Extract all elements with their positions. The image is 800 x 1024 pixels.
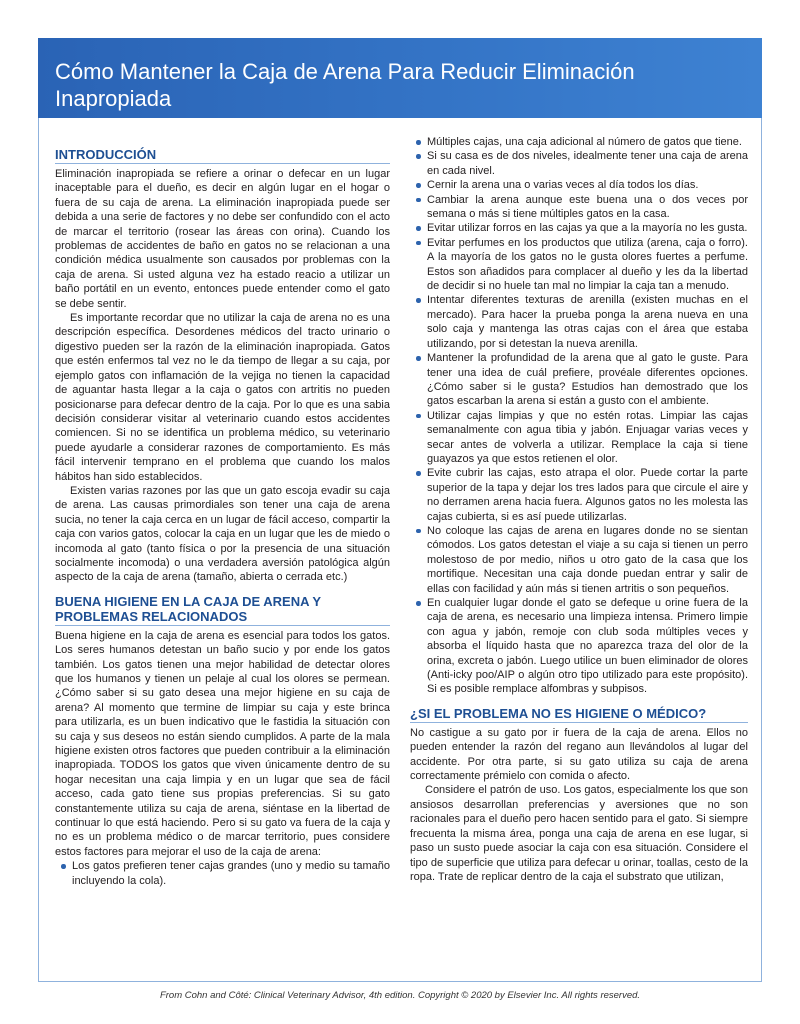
paragraph: Considere el patrón de uso. Los gatos, especialmente los que son ansiosos desarrollan preferencias y aversiones que no son racionales para el dueño pero hacen sentido para el gato. Si siempre frecuenta la misma área, ponga una caja de arena en ese lugar, si paso un susto puede asociar la caja con esa situación. Considere el tipo de superficie que utiliza para defecar u orinar, toallas, cesto de la ropa. Trate de replicar dentro de la caja el substrato que utilizan, (410, 784, 748, 883)
tip-item (410, 178, 748, 192)
tip-text: Intentar diferentes texturas de arenilla (existen muchas en el mercado). Para hacer la prueba ponga la arena nueva en una solo caja y mantenga las otras cajas con el área que estaba utilizando, por si detestan la nueva arenilla. (427, 294, 748, 350)
tip-item (410, 524, 748, 596)
page-title: Cómo Mantener la Caja de Arena Para Reducir Eliminación Inapropiada (55, 59, 635, 111)
paragraph: Eliminación inapropiada se refiere a orinar o defecar en un lugar inaceptable para el dueño, es decir en algún lugar en el hogar o fuera de su caja de arena. La eliminación inapropiada puede ser debida a una serie de factores y no debe ser confundido con el acto de marcar el territorio (rosear las áreas con orina). Cuando los problemas de accidentes de baño en gatos no se relacionan a una condición médica usualmente son causados por problemas con la caja de arena. Si usted alguna vez ha estado reacio a utilizar un baño portátil en un evento, entonces puede entender como el gato se debe sentir. (55, 168, 390, 310)
tip-text: Cernir la arena una o varias veces al día todos los días. (427, 179, 699, 192)
tip-item (410, 351, 748, 409)
tip-text: Utilizar cajas limpias y que no estén rotas. Limpiar las cajas semanalmente con agua tibia y jabón. Enjuagar varias veces y secar antes de volverla a utilizar. Remplace la caja si tiene guayazos ya que estos retienen el olor. (427, 409, 748, 465)
tip-text: Cambiar la arena aunque este buena una o dos veces por semana o más si tiene múltiples gatos en la casa. (427, 193, 748, 221)
tip-item (55, 859, 390, 888)
tip-item (410, 236, 748, 294)
section-introduccion (55, 147, 390, 585)
tips-list (55, 859, 390, 888)
tips-list-continued (410, 135, 748, 697)
bullet-icon (416, 298, 421, 303)
title-banner (38, 38, 762, 118)
tip-item (410, 221, 748, 235)
section-si-el-problema (410, 706, 748, 884)
tip-text: Mantener la profundidad de la arena que al gato le guste. Para tener una idea de cuál prefiere, provéale diferentes opciones. ¿Cómo saber si le gusta? Estudios han demostrado que los gatos escarban la arena si están a gusto con el ambiente. (427, 352, 748, 408)
bullet-icon (416, 356, 421, 361)
tip-text: Múltiples cajas, una caja adicional al número de gatos que tiene. (427, 136, 742, 148)
bullet-icon (416, 471, 421, 476)
bullet-icon (416, 140, 421, 145)
tip-text: Evitar perfumes en los productos que utiliza (arena, caja o forro). A la mayoría de los gatos no le gusta olores fuertes a perfume. Estos son añadidos para complacer al dueño y les da la libertad de decidir si no huele tan mal no limpiar la caja tan a menudo. (427, 236, 748, 293)
bullet-icon (416, 414, 421, 419)
tip-text: Evite cubrir las cajas, esto atrapa el olor. Puede cortar la parte superior de la tapa y dejar los tres lados para que circule el aire y no derramen arena hacia fuera. Algunos gatos no les molesta las cajas cubierta, si es así puede utilizarlas. (427, 467, 748, 523)
tip-text: Evitar utilizar forros en las cajas ya que a la mayoría no les gusta. (427, 222, 748, 235)
tip-item (410, 193, 748, 222)
tip-item (410, 409, 748, 467)
tip-text: No coloque las cajas de arena en lugares donde no se sientan cómodos. Los gatos detestan el viaje a su caja si tienen un perro molestoso de por medio, niños u otro gato de la casa que los mortifique. Necesitan una caja donde puedan entrar y salir de ellas con facilidad y aún más si tienen artritis o son pequeños. (427, 524, 748, 595)
bullet-icon (416, 529, 421, 534)
paragraph: Buena higiene en la caja de arena es esencial para todos los gatos. Los seres humanos detestan un baño sucio y por ende los gatos también. Los gatos tienen una mejor habilidad de detectar olores que los humanos y tienen un pelaje al cual los olores se permean. ¿Cómo saber si su gato desea una mejor higiene en su caja de arena? Al momento que termine de limpiar su caja y este brinca para utilizarla, es un buen indicativo que le fastidia la situación con su caja y sus deseos no están siendo cumplidos. A parte de la mala higiene existen otros factores que pueden contribuir a la eliminación inapropiada. TODOS los gatos que viven únicamente dentro de su hogar necesitan una caja limpia y en un lugar que sea de fácil acceso, cada gato tiene sus propias preferencias. Si su gato constantemente utiliza su caja de arena, siéntase en la libertad de continuar lo que está haciendo. Pero si su gato va fuera de la caja y no es un problema médico o de marcar territorio, pues considere estos factores para mejorar el uso de la caja de arena: (55, 629, 390, 858)
right-column (410, 135, 748, 884)
tip-item (410, 135, 748, 149)
section-buena-higiene (55, 594, 390, 888)
tip-item (410, 149, 748, 178)
tip-text: Los gatos prefieren tener cajas grandes (uno y medio su tamaño incluyendo la cola). (72, 860, 390, 887)
tip-text: En cualquier lugar donde el gato se defeque u orine fuera de la caja de arena, es necesario una limpieza intensa. Primero limpie con agua y jabón, remoje con club soda múltiples veces y absorba el líquido hasta que no aparezca traza del olor de la orina, excreta o jabón. Luego utilice un buen eliminador de olores (Anti-icky poo/AIP o algún otro tipo utilizado para este propósito). Si es posible remplace alfombras y subpisos. (427, 597, 748, 696)
bullet-icon (416, 226, 421, 231)
left-column (55, 147, 390, 888)
section-heading: BUENA HIGIENE EN LA CAJA DE ARENA Y PROBLEMAS RELACIONADOS (55, 594, 390, 626)
bullet-icon (416, 154, 421, 159)
bullet-icon (416, 241, 421, 246)
section-heading: INTRODUCCIÓN (55, 147, 390, 164)
tip-text: Si su casa es de dos niveles, idealmente tener una caja de arena en cada nivel. (427, 150, 748, 177)
bullet-icon (416, 183, 421, 188)
tip-item (410, 466, 748, 524)
bullet-icon (61, 864, 66, 869)
tip-item (410, 293, 748, 351)
bullet-icon (416, 198, 421, 203)
paragraph: No castigue a su gato por ir fuera de la caja de arena. Ellos no pueden entender la razón del regano aun llevándolos al lugar del accidente. Por otra parte, si su gato utiliza su caja de arena correctamente prémielo con comida o afecto. (410, 726, 748, 783)
footer-citation: From Cohn and Côté: Clinical Veterinary Advisor, 4th edition. Copyright © 2020 by Elsevier Inc. All rights reserved. (159, 990, 641, 1001)
section-heading: ¿SI EL PROBLEMA NO ES HIGIENE O MÉDICO? (410, 706, 748, 723)
tip-item (410, 596, 748, 697)
bullet-icon (416, 601, 421, 606)
paragraph: Existen varias razones por las que un gato escoja evadir su caja de arena. Las causas primordiales son tener una caja de arena sucia, no tener la caja cerca en un lugar de fácil acceso, compartir la caja con varios gatos, colocar la caja en un lugar que les de miedo o incomoda al gato (tanto física o por la presencia de una situación socialmente incomoda) o una verdadera aversión patológica algún aspecto de la caja de arena (tamaño, abierta o cerrada etc.) (55, 484, 390, 584)
paragraph: Es importante recordar que no utilizar la caja de arena no es una descripción específica. Desordenes médicos del tracto urinario o digestivo pueden ser la razón de la eliminación inapropiada. Gatos que estén enfermos tal vez no le da tiempo de llegar a su caja, por ejemplo gatos con inflamación de la vejiga no tienen la capacidad de aguantar hasta llegar a la caja o gatos con artritis no pueden posicionarse para defecar dentro de la caja. Por lo que es una sabia decisión considerar visitar al veterinario cuando estos accidentes comiencen. Si no se identifica un problema médico, su veterinario puede ayudarle a considerar razones de comportamiento. Es más fácil intervenir temprano en el problema que cuando los malos hábitos han sido establecidos. (55, 312, 390, 483)
